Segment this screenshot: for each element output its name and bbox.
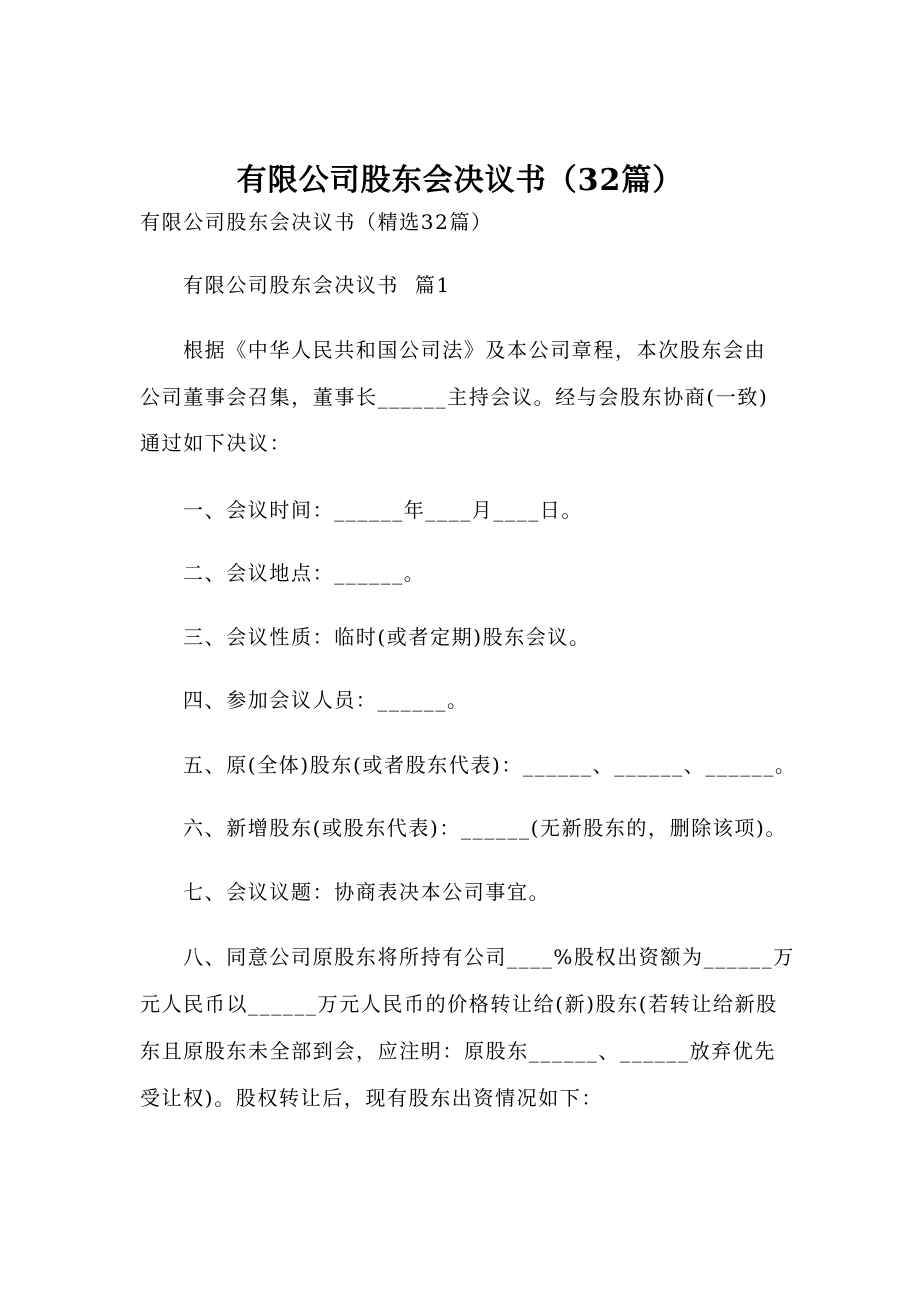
resolution-item-2: 二、会议地点：______。 bbox=[183, 561, 426, 585]
section-heading: 有限公司股东会决议书 篇1 bbox=[183, 273, 451, 297]
document-subtitle: 有限公司股东会决议书（精选32篇） bbox=[140, 210, 493, 234]
resolution-item-5: 五、原(全体)股东(或者股东代表)：______、______、______。 bbox=[183, 753, 797, 777]
paragraph-line: 东且原股东未全部到会，应注明：原股东______、______放弃优先 bbox=[140, 1039, 776, 1063]
resolution-item-4: 四、参加会议人员：______。 bbox=[183, 688, 469, 712]
paragraph-line: 受让权)。股权转让后，现有股东出资情况如下： bbox=[140, 1086, 604, 1110]
paragraph-line: 根据《中华人民共和国公司法》及本公司章程，本次股东会由 bbox=[183, 338, 767, 362]
document-title: 有限公司股东会决议书（32篇） bbox=[236, 163, 684, 198]
resolution-item-3: 三、会议性质：临时(或者定期)股东会议。 bbox=[183, 625, 591, 649]
resolution-item-1: 一、会议时间：______年____月____日。 bbox=[183, 498, 583, 522]
paragraph-line: 元人民币以______万元人民币的价格转让给(新)股东(若转让给新股 bbox=[140, 992, 778, 1016]
paragraph-line: 公司董事会召集，董事长______主持会议。经与会股东协商(一致) bbox=[140, 385, 769, 409]
resolution-item-8: 八、同意公司原股东将所持有公司____%股权出资额为______万 bbox=[183, 945, 795, 969]
paragraph-line: 通过如下决议： bbox=[140, 431, 292, 455]
resolution-item-7: 七、会议议题：协商表决本公司事宜。 bbox=[183, 880, 551, 904]
resolution-item-6: 六、新增股东(或股东代表)：______(无新股东的，删除该项)。 bbox=[183, 816, 788, 840]
